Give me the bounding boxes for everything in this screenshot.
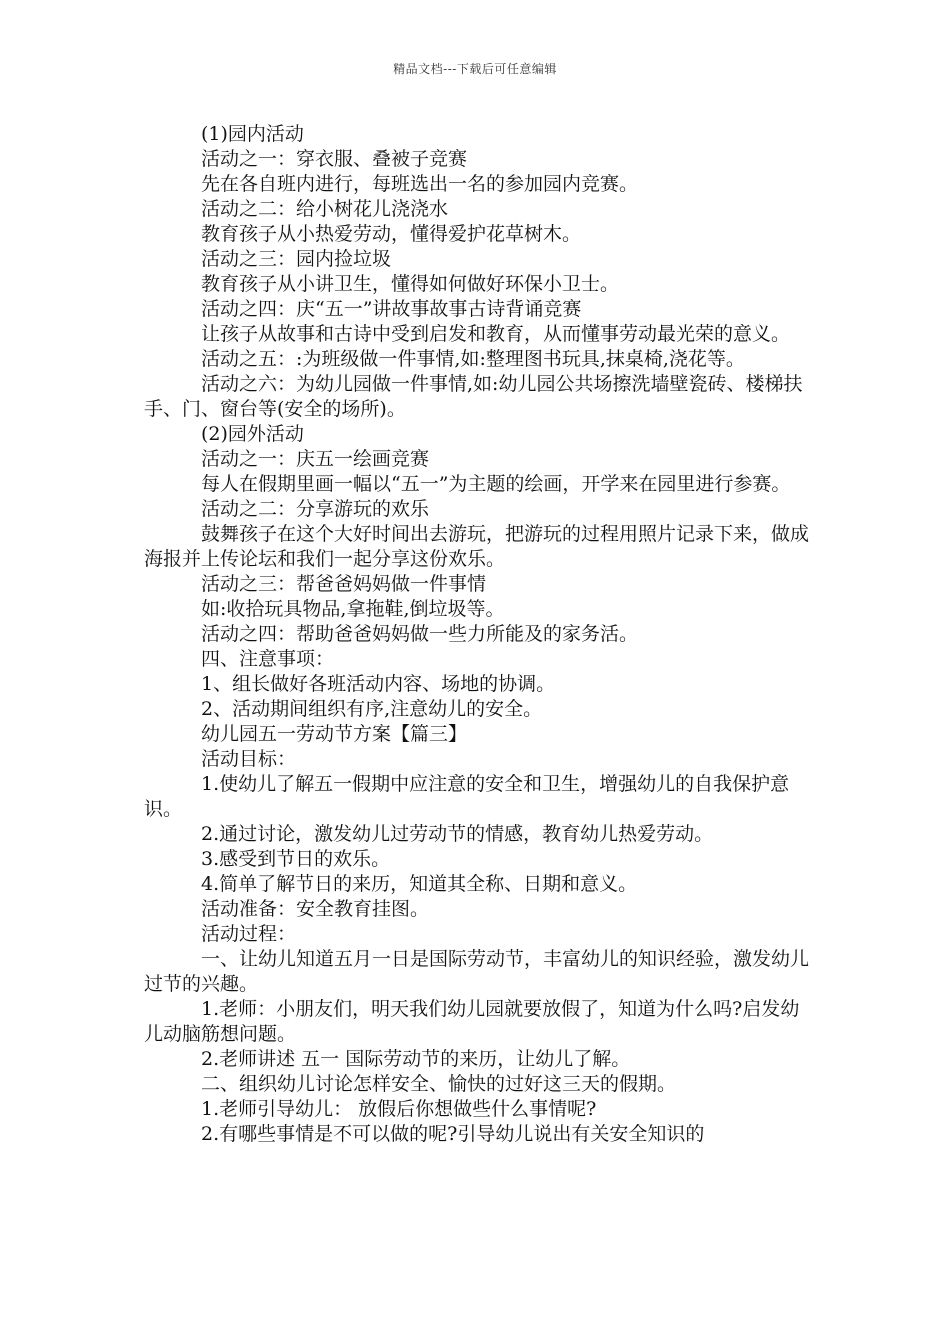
document-body: [144, 122, 814, 1147]
paragraph: 四、注意事项：: [201, 648, 335, 670]
paragraph: 教育孩子从小热爱劳动，懂得爱护花草树木。: [201, 223, 582, 245]
paragraph: 1.老师引导幼儿： 放假后你想做些什么事情呢?: [201, 1098, 597, 1120]
paragraph: 2、活动期间组织有序,注意幼儿的安全。: [201, 698, 543, 720]
paragraph: 活动之三：帮爸爸妈妈做一件事情: [201, 573, 487, 595]
paragraph: 3.感受到节日的欢乐。: [201, 848, 391, 870]
paragraph: 2.老师讲述 五一 国际劳动节的来历，让幼儿了解。: [201, 1048, 631, 1070]
section-title: 幼儿园五一劳动节方案【篇三】: [201, 723, 468, 745]
paragraph: 2.通过讨论，激发幼儿过劳动节的情感，教育幼儿热爱劳动。: [201, 823, 714, 845]
paragraph: 教育孩子从小讲卫生，懂得如何做好环保小卫士。: [201, 273, 620, 295]
paragraph: 活动之四：帮助爸爸妈妈做一些力所能及的家务活。: [201, 623, 639, 645]
paragraph: 让孩子从故事和古诗中受到启发和教育，从而懂事劳动最光荣的意义。: [201, 323, 791, 345]
paragraph: 4.简单了解节日的来历，知道其全称、日期和意义。: [201, 873, 638, 895]
paragraph: 活动准备：安全教育挂图。: [201, 898, 430, 920]
paragraph: (2)园外活动: [201, 423, 304, 445]
paragraph: 一、让幼儿知道五月一日是国际劳动节，丰富幼儿的知识经验，激发幼儿过节的兴趣。: [144, 948, 810, 995]
paragraph: 活动目标：: [201, 748, 297, 770]
paragraph: 2.有哪些事情是不可以做的呢?引导幼儿说出有关安全知识的: [201, 1123, 705, 1145]
paragraph: 先在各自班内进行，每班选出一名的参加园内竞赛。: [201, 173, 639, 195]
paragraph: 活动之四：庆“五一”讲故事故事古诗背诵竞赛: [201, 298, 582, 320]
paragraph: 活动过程：: [201, 923, 297, 945]
paragraph: 1.老师：小朋友们，明天我们幼儿园就要放假了，知道为什么吗?启发幼儿动脑筋想问题。: [144, 998, 800, 1045]
paragraph: 活动之二：分享游玩的欢乐: [201, 498, 430, 520]
paragraph: 活动之三：园内捡垃圾: [201, 248, 392, 270]
paragraph: 每人在假期里画一幅以“五一”为主题的绘画，开学来在园里进行参赛。: [201, 473, 791, 495]
paragraph: 1.使幼儿了解五一假期中应注意的安全和卫生，增强幼儿的自我保护意识。: [144, 773, 790, 820]
page-header: 精品文档---下载后可任意编辑: [393, 62, 557, 76]
paragraph: 活动之一：穿衣服、叠被子竞赛: [201, 148, 468, 170]
paragraph: 如:收拾玩具物品,拿拖鞋,倒垃圾等。: [201, 598, 505, 620]
paragraph: 活动之六：为幼儿园做一件事情,如:幼儿园公共场擦洗墙壁瓷砖、楼梯扶手、门、窗台等(安全的场所)。: [144, 373, 803, 420]
paragraph: (1)园内活动: [201, 123, 304, 145]
paragraph: 1、组长做好各班活动内容、场地的协调。: [201, 673, 556, 695]
paragraph: 活动之二：给小树花儿浇浇水: [201, 198, 449, 220]
paragraph: 二、组织幼儿讨论怎样安全、愉快的过好这三天的假期。: [201, 1073, 677, 1095]
paragraph: 鼓舞孩子在这个大好时间出去游玩，把游玩的过程用照片记录下来，做成海报并上传论坛和我们一起分享这份欢乐。: [144, 523, 810, 570]
paragraph: 活动之一：庆五一绘画竞赛: [201, 448, 430, 470]
paragraph: 活动之五：:为班级做一件事情,如:整理图书玩具,抹桌椅,浇花等。: [201, 348, 745, 370]
